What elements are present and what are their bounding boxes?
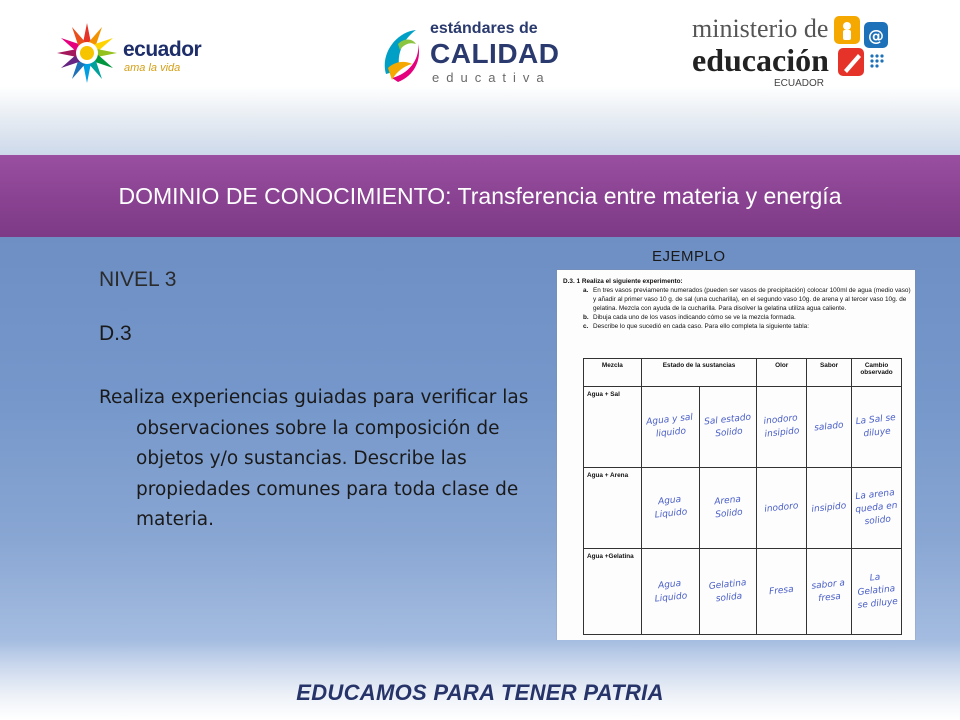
ministerio-line1: ministerio de (692, 14, 829, 43)
nivel-label: NIVEL 3 (99, 268, 177, 291)
ministerio-logo (692, 12, 912, 92)
ministerio-line3: ECUADOR (774, 78, 825, 89)
header-bar (0, 0, 960, 115)
example-label: EJEMPLO (652, 248, 726, 265)
worksheet-image (557, 270, 915, 642)
row-sabor: insipido (807, 468, 852, 549)
table-row (584, 468, 902, 549)
svg-text:@: @ (868, 26, 884, 45)
worksheet-instructions (563, 277, 911, 331)
row-estado-a: Agua y sal liquido (641, 387, 699, 468)
ecuador-sun-icon (55, 21, 119, 85)
worksheet-table (583, 358, 902, 635)
col-cambio: Cambio observado (852, 359, 902, 387)
estandares-line2: CALIDAD (430, 38, 560, 69)
table-header-row (584, 359, 902, 387)
estandares-logo (378, 18, 558, 88)
row-estado-a: Agua Liquido (641, 468, 699, 549)
row-cambio: La Sal se diluye (852, 387, 902, 468)
row-estado-a: Agua Liquido (641, 549, 699, 635)
table-row (584, 387, 902, 468)
worksheet-item-b: b. Dibuja cada uno de los vasos indicando cómo se ve la mezcla formada. (583, 314, 796, 321)
footer-slogan: EDUCAMOS PARA TENER PATRIA (296, 680, 664, 705)
worksheet-item-c: c. Describe lo que sucedió en cada caso. Para ello completa la siguiente tabla: (583, 323, 809, 330)
row-sabor: sabor a fresa (807, 549, 852, 635)
row-cambio: La arena queda en solido (852, 468, 902, 549)
standard-description: Realiza experiencias guiadas para verificar las observaciones sobre la composición de objetos y/o sustancias. Describe las propiedades comunes para toda clase de materia. (99, 387, 529, 530)
col-estado: Estado de la sustancias (641, 359, 757, 387)
row-olor: Fresa (757, 549, 807, 635)
worksheet-item-a: a. En tres vasos previamente numerados (pueden ser vasos de precipitación) colocar 100ml de agua (medio vaso) y añadir al primer vaso 10 g. de sal (una cucharilla), en el segundo vaso 10g. de arena y al tercer vaso 10g. de gelatina. Mezcla con ayuda de la cucharilla. Para disolver la gelatina utiliza agua caliente. (583, 287, 911, 312)
ecuador-logo-tagline: ama la vida (124, 62, 181, 74)
row-olor: inodoro insipido (757, 387, 807, 468)
col-olor: Olor (757, 359, 807, 387)
row-cambio: La Gelatina se diluye (852, 549, 902, 635)
header-transition (0, 115, 960, 155)
ecuador-logo-name: ecuador (123, 38, 202, 61)
row-estado-b: Sal estado Solido (699, 387, 757, 468)
estandares-line1: estándares de (430, 20, 538, 37)
domain-title: DOMINIO DE CONOCIMIENTO: Transferencia entre materia y energía (118, 183, 842, 209)
row-mezcla: Agua +Gelatina (584, 549, 642, 635)
worksheet-heading: D.3. 1 Realiza el siguiente experimento: (563, 278, 683, 285)
ecuador-logo (55, 18, 245, 88)
row-mezcla: Agua + Sal (584, 387, 642, 468)
estandares-line3: educativa (432, 70, 551, 85)
standard-code: D.3 (99, 322, 132, 345)
row-mezcla: Agua + Arena (584, 468, 642, 549)
row-olor: inodoro (757, 468, 807, 549)
row-estado-b: Gelatina solida (699, 549, 757, 635)
ministerio-line2: educación (692, 42, 829, 78)
row-sabor: salado (807, 387, 852, 468)
ministerio-emblem-icon (832, 14, 894, 80)
col-sabor: Sabor (807, 359, 852, 387)
table-row (584, 549, 902, 635)
estandares-swirl-icon (378, 24, 424, 84)
row-estado-b: Arena Solido (699, 468, 757, 549)
col-mezcla: Mezcla (584, 359, 642, 387)
